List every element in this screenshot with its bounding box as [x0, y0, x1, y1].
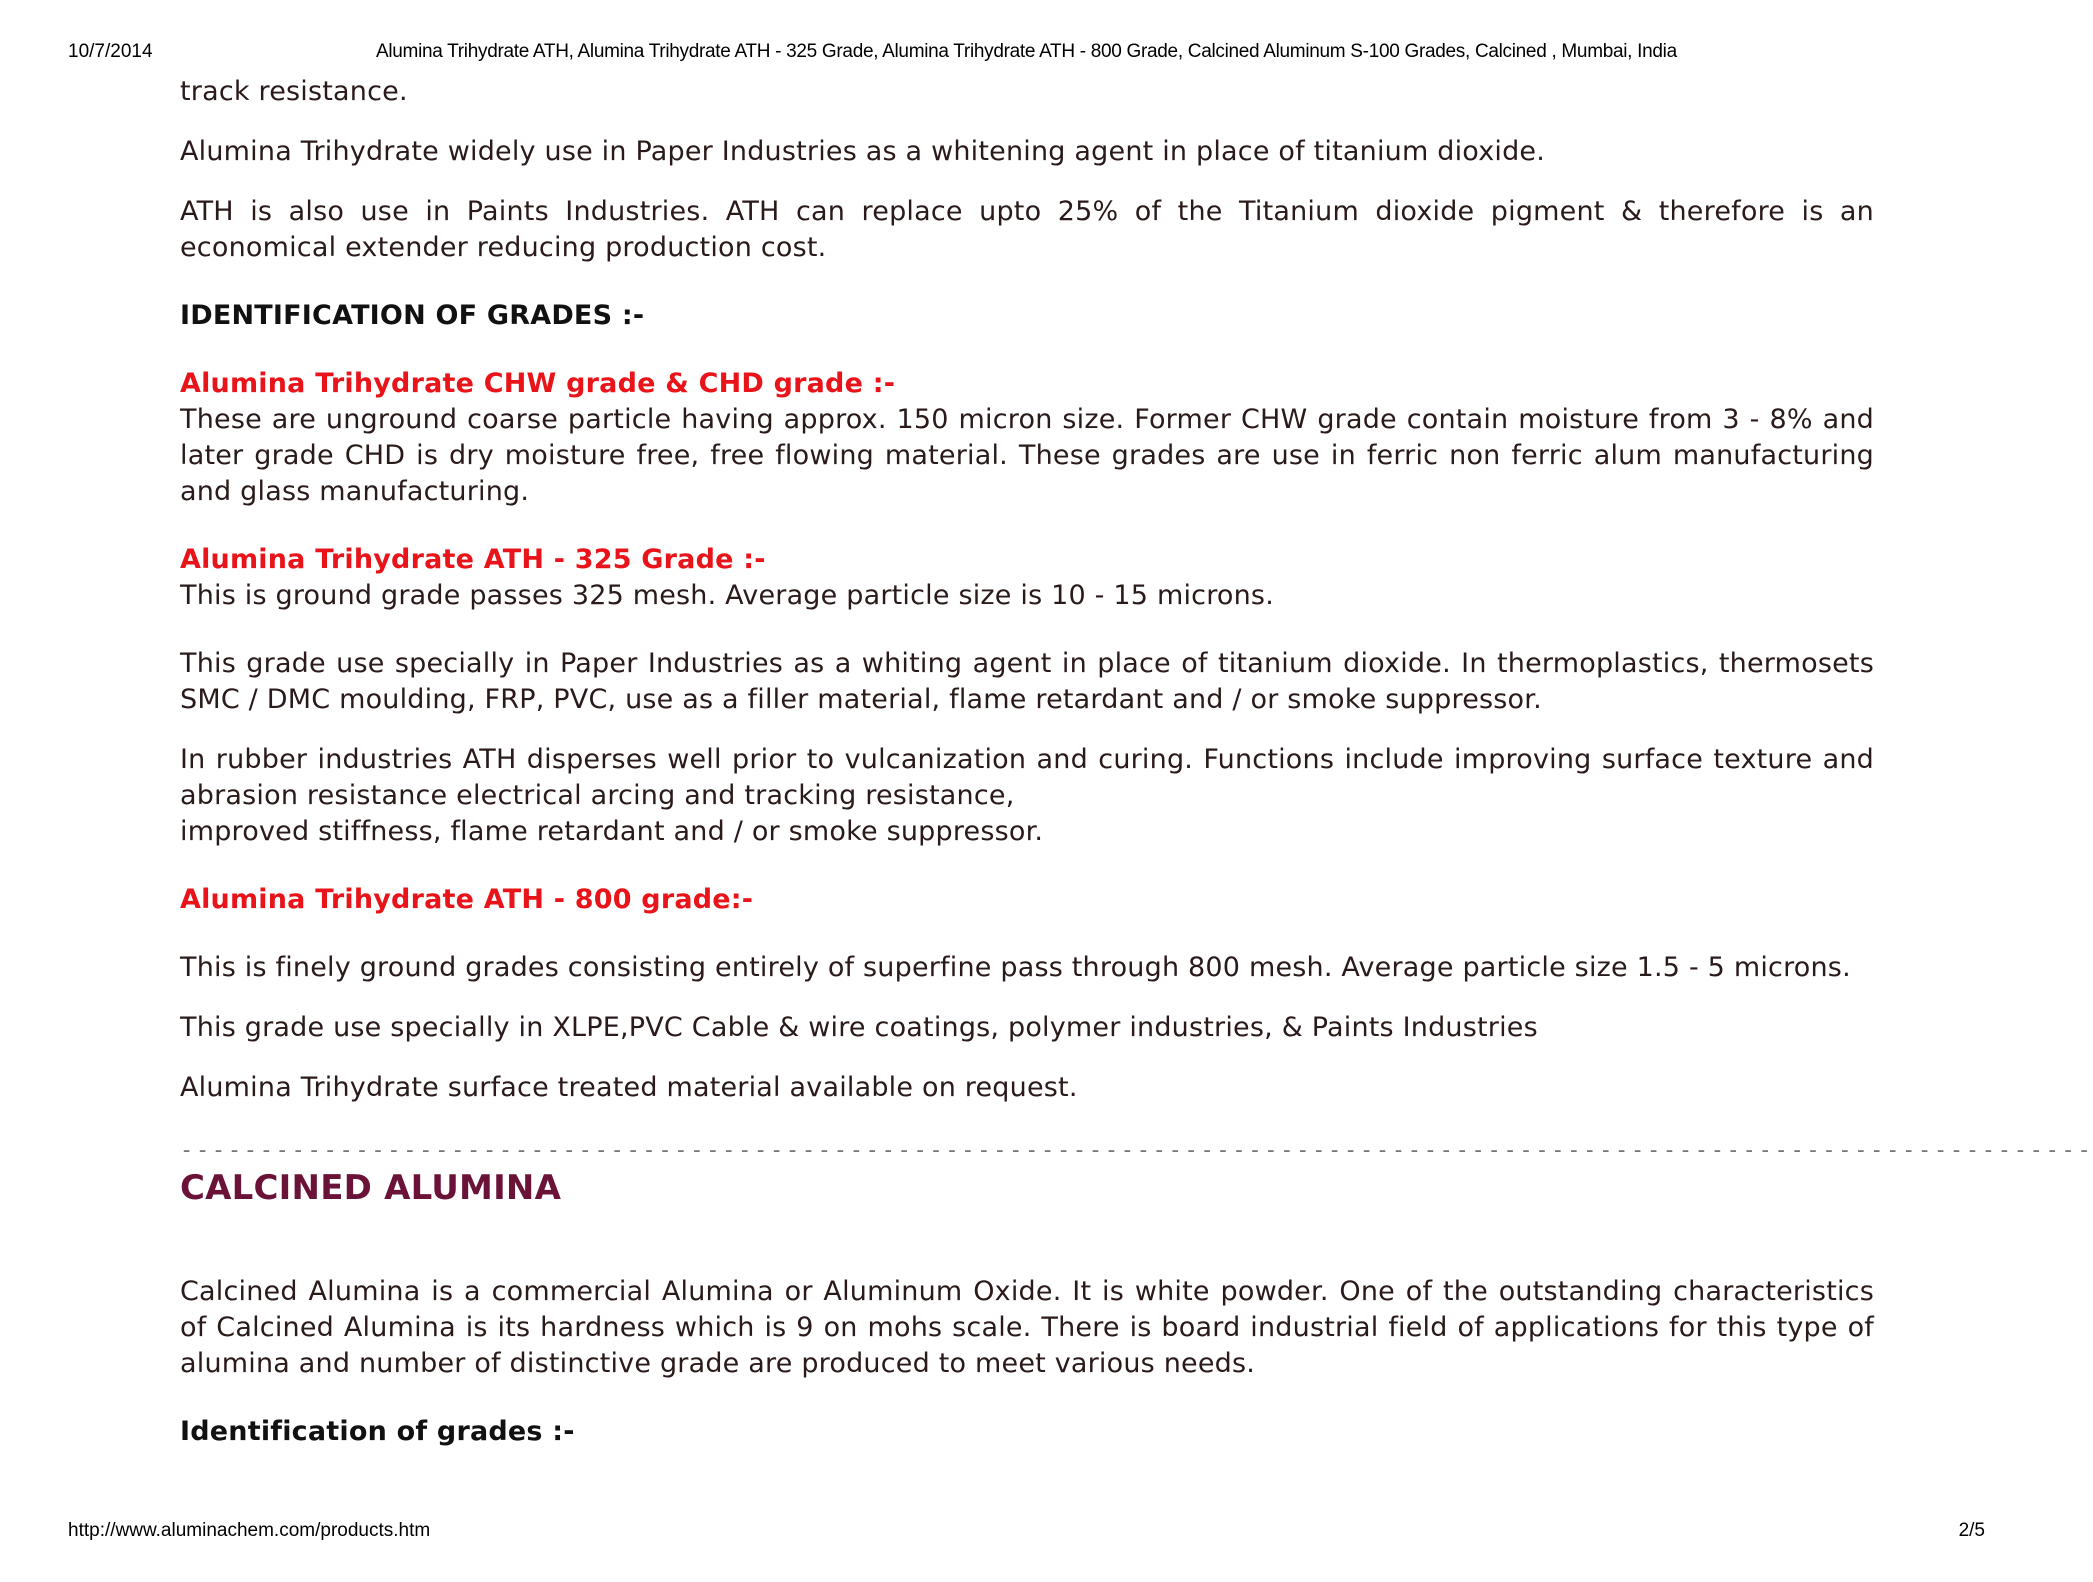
ath-325-text-3a: In rubber industries ATH disperses well prior to vulcanization and curing. Functions include improving surface texture and abrasion resistance electrical arcing and tracking resistance,: [180, 744, 1874, 811]
calcined-identification-heading: Identification of grades :-: [180, 1416, 575, 1447]
print-page-title: Alumina Trihydrate ATH, Alumina Trihydrate ATH - 325 Grade, Alumina Trihydrate ATH - 800 Grade, Calcined Aluminum S-100 Grades, Calcined , Mumbai, India: [376, 41, 1677, 62]
ath-325-heading: Alumina Trihydrate ATH - 325 Grade :-: [180, 544, 766, 575]
ath-800-text-2: This grade use specially in XLPE,PVC Cable & wire coatings, polymer industries, & Paints Industries: [180, 1012, 1538, 1043]
identification-heading: IDENTIFICATION OF GRADES :-: [180, 300, 645, 331]
ath-325-text-3b: improved stiffness, flame retardant and / or smoke suppressor.: [180, 816, 1044, 847]
ath-800-heading: Alumina Trihydrate ATH - 800 grade:-: [180, 884, 754, 915]
print-date: 10/7/2014: [68, 41, 153, 62]
paragraph-paper-industries: Alumina Trihydrate widely use in Paper Industries as a whitening agent in place of titanium dioxide.: [180, 136, 1546, 167]
calcined-alumina-text: Calcined Alumina is a commercial Alumina or Aluminum Oxide. It is white powder. One of the outstanding characteristics of Calcined Alumina is its hardness which is 9 on mohs scale. There is board industrial field of applications for this type of alumina and number of distinctive grade are produced to meet various needs.: [180, 1276, 1874, 1379]
calcined-alumina-title: CALCINED ALUMINA: [180, 1168, 562, 1208]
paragraph-paints-industries: ATH is also use in Paints Industries. ATH can replace upto 25% of the Titanium dioxide pigment & therefore is an economical extender reducing production cost.: [180, 196, 1874, 263]
print-header: [0, 41, 2048, 67]
ath-800-text-1: This is finely ground grades consisting entirely of superfine pass through 800 mesh. Average particle size 1.5 - 5 microns.: [180, 952, 1851, 983]
section-divider: ------------------------------------------------------------------------------------------------------------------------: [180, 1138, 2093, 1163]
ath-325-text-1: This is ground grade passes 325 mesh. Average particle size is 10 - 15 microns.: [180, 580, 1274, 611]
print-footer: [0, 1520, 2048, 1546]
page-content: [180, 74, 2093, 1450]
paragraph-track-resistance: track resistance.: [180, 76, 408, 107]
page-url: http://www.aluminachem.com/products.htm: [68, 1520, 431, 1541]
chw-grade-text: These are unground coarse particle having approx. 150 micron size. Former CHW grade contain moisture from 3 - 8% and later grade CHD is dry moisture free, free flowing material. These grades are use in ferric non ferric alum manufacturing and glass manufacturing.: [180, 404, 1874, 507]
surface-treated-note: Alumina Trihydrate surface treated material available on request.: [180, 1072, 1078, 1103]
ath-325-text-2: This grade use specially in Paper Industries as a whiting agent in place of titanium dioxide. In thermoplastics, thermosets SMC / DMC moulding, FRP, PVC, use as a filler material, flame retardant and / or smoke suppressor.: [180, 648, 1874, 715]
page-number: 2/5: [1958, 1520, 1985, 1541]
chw-grade-heading: Alumina Trihydrate CHW grade & CHD grade :-: [180, 368, 896, 399]
